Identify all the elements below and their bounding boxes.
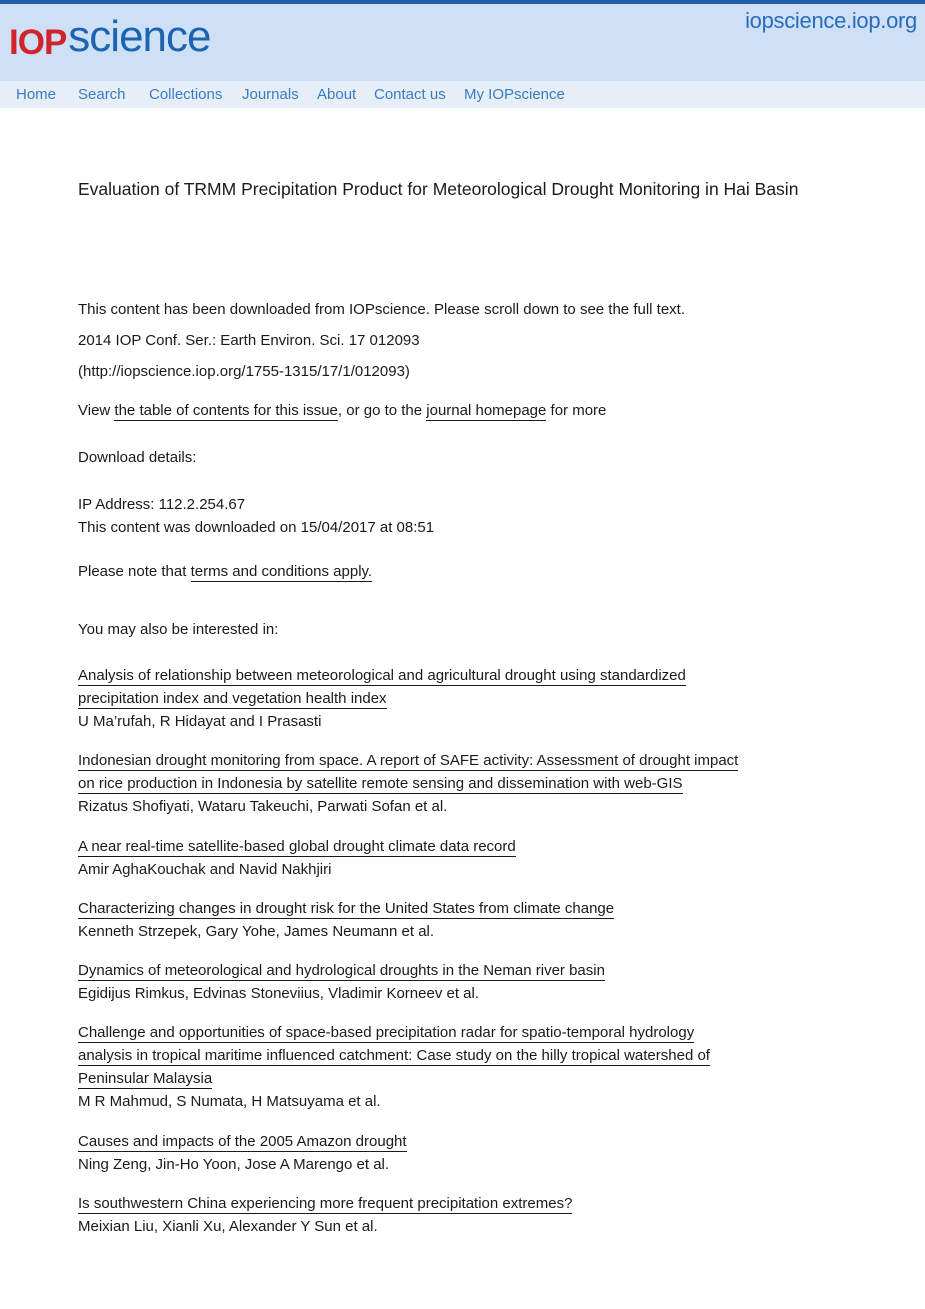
toc-link[interactable]: the table of contents for this issue bbox=[114, 402, 338, 419]
related-article-authors: Meixian Liu, Xianli Xu, Alexander Y Sun et al. bbox=[78, 1218, 378, 1235]
related-article-title-link[interactable]: Indonesian drought monitoring from space. A report of SAFE activity: Assessment of drought impact bbox=[78, 752, 739, 769]
related-article-title-link[interactable]: Characterizing changes in drought risk for the United States from climate change bbox=[78, 900, 615, 917]
article-title: Evaluation of TRMM Precipitation Product for Meteorological Drought Monitoring in Hai Basin bbox=[78, 179, 799, 199]
related-article-title-link[interactable]: analysis in tropical maritime influenced catchment: Case study on the hilly tropical watershed of bbox=[78, 1047, 710, 1064]
related-article-authors: Egidijus Rimkus, Edvinas Stoneviius, Vladimir Korneev et al. bbox=[78, 985, 480, 1002]
site-url-link[interactable]: iopscience.iop.org bbox=[745, 8, 917, 33]
related-heading: You may also be interested in: bbox=[78, 621, 279, 638]
related-article-title-link[interactable]: Analysis of relationship between meteorological and agricultural drought using standardized bbox=[78, 667, 686, 684]
related-article bbox=[78, 897, 898, 943]
view-sentence bbox=[78, 399, 606, 422]
site-header bbox=[0, 0, 925, 81]
related-article bbox=[78, 749, 898, 818]
related-article-title-link[interactable]: A near real-time satellite-based global drought climate data record bbox=[78, 838, 516, 855]
nav-journals[interactable]: Journals bbox=[242, 86, 299, 103]
terms-prefix: Please note that bbox=[78, 563, 191, 580]
related-article-title-link[interactable]: Challenge and opportunities of space-based precipitation radar for spatio-temporal hydrology bbox=[78, 1024, 695, 1041]
related-article bbox=[78, 1130, 898, 1176]
terms-sentence bbox=[78, 560, 372, 583]
related-article-title-link[interactable]: Peninsular Malaysia bbox=[78, 1070, 213, 1087]
article-url: (http://iopscience.iop.org/1755-1315/17/1/012093) bbox=[78, 363, 410, 380]
download-details-heading: Download details: bbox=[78, 449, 197, 466]
related-article-title-link[interactable]: precipitation index and vegetation health index bbox=[78, 690, 387, 707]
journal-homepage-link[interactable]: journal homepage bbox=[426, 402, 547, 419]
related-article-authors: Ning Zeng, Jin-Ho Yoon, Jose A Marengo et al. bbox=[78, 1156, 390, 1173]
iopscience-logo[interactable] bbox=[9, 12, 211, 62]
view-middle: , or go to the bbox=[337, 402, 427, 419]
download-timestamp: This content was downloaded on 15/04/2017 at 08:51 bbox=[78, 519, 435, 536]
related-article-title-link[interactable]: Causes and impacts of the 2005 Amazon drought bbox=[78, 1133, 407, 1150]
download-notice: This content has been downloaded from IOPscience. Please scroll down to see the full text. bbox=[78, 301, 686, 318]
related-article-authors: U Ma’rufah, R Hidayat and I Prasasti bbox=[78, 713, 322, 730]
terms-link[interactable]: terms and conditions apply. bbox=[190, 563, 373, 580]
related-article bbox=[78, 1021, 898, 1113]
related-article-title-link[interactable]: Dynamics of meteorological and hydrological droughts in the Neman river basin bbox=[78, 962, 605, 979]
nav-my-iopscience[interactable]: My IOPscience bbox=[464, 86, 565, 103]
article-citation: 2014 IOP Conf. Ser.: Earth Environ. Sci. 17 012093 bbox=[78, 332, 420, 349]
nav-collections[interactable]: Collections bbox=[149, 86, 223, 103]
related-article-authors: Amir AghaKouchak and Navid Nakhjiri bbox=[78, 861, 332, 878]
ip-address: IP Address: 112.2.254.67 bbox=[78, 496, 246, 513]
related-article bbox=[78, 1192, 898, 1238]
related-article-authors: Kenneth Strzepek, Gary Yohe, James Neumann et al. bbox=[78, 923, 435, 940]
logo-science-text: science bbox=[68, 12, 211, 61]
related-article-title-link[interactable]: Is southwestern China experiencing more frequent precipitation extremes? bbox=[78, 1195, 573, 1212]
related-article bbox=[78, 835, 898, 881]
nav-about[interactable]: About bbox=[317, 86, 357, 103]
related-article bbox=[78, 664, 898, 733]
related-article-title-link[interactable]: on rice production in Indonesia by satellite remote sensing and dissemination with web-GIS bbox=[78, 775, 683, 792]
nav-contact-us[interactable]: Contact us bbox=[374, 86, 446, 103]
related-article-authors: M R Mahmud, S Numata, H Matsuyama et al. bbox=[78, 1093, 381, 1110]
view-prefix: View bbox=[78, 402, 115, 419]
nav-home[interactable]: Home bbox=[16, 86, 57, 103]
view-suffix: for more bbox=[546, 402, 607, 419]
nav-search[interactable]: Search bbox=[78, 86, 126, 103]
logo-iop-text: IOP bbox=[9, 23, 67, 62]
main-nav bbox=[0, 81, 925, 108]
related-article-authors: Rizatus Shofiyati, Wataru Takeuchi, Parwati Sofan et al. bbox=[78, 798, 448, 815]
related-article bbox=[78, 959, 898, 1005]
